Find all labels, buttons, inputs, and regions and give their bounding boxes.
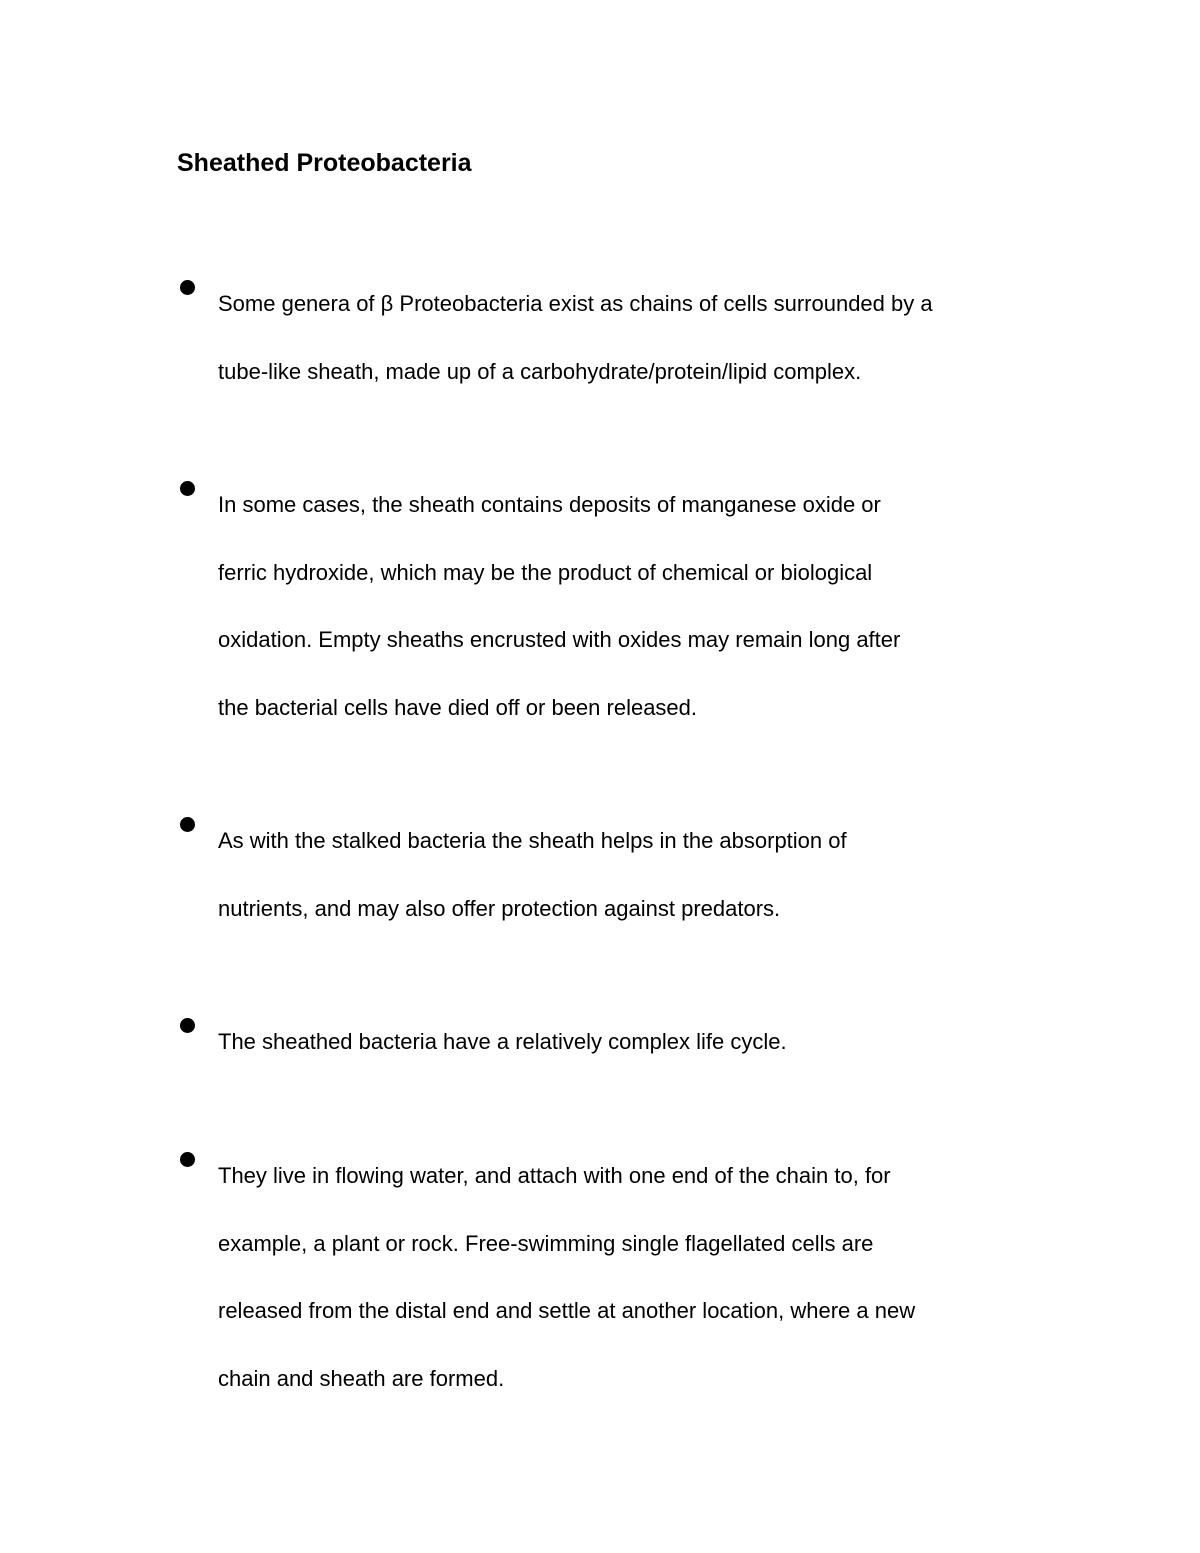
text-line: As with the stalked bacteria the sheath helps in the absorption of bbox=[218, 828, 847, 853]
text-line: the bacterial cells have died off or been released. bbox=[218, 694, 698, 720]
bullet-text bbox=[218, 1142, 1048, 1412]
bullet-text bbox=[218, 270, 1048, 405]
text-line: The sheathed bacteria have a relatively complex life cycle. bbox=[218, 1029, 787, 1054]
text-line: released from the distal end and settle at another location, where a new bbox=[218, 1298, 916, 1323]
bullet-text bbox=[218, 807, 1048, 942]
text-line: nutrients, and may also offer protection against predators. bbox=[218, 895, 781, 921]
text-line: ferric hydroxide, which may be the product of chemical or biological bbox=[218, 559, 873, 585]
text-line: They live in flowing water, and attach with one end of the chain to, for bbox=[218, 1163, 891, 1188]
text-line: example, a plant or rock. Free-swimming single flagellated cells are bbox=[218, 1230, 874, 1256]
text-line: In some cases, the sheath contains deposits of manganese oxide or bbox=[218, 492, 881, 517]
text-line: oxidation. Empty sheaths encrusted with oxides may remain long after bbox=[218, 627, 901, 652]
bullet-dot-icon bbox=[180, 817, 195, 832]
bullet-text bbox=[218, 1008, 1048, 1076]
bullet-text bbox=[218, 471, 1048, 741]
bullet-dot-icon bbox=[180, 481, 195, 496]
text-line: tube-like sheath, made up of a carbohydrate/protein/lipid complex. bbox=[218, 358, 862, 384]
bullet-dot-icon bbox=[180, 1152, 195, 1167]
bullet-dot-icon bbox=[180, 280, 195, 295]
document-title: Sheathed Proteobacteria bbox=[177, 149, 472, 177]
text-line: chain and sheath are formed. bbox=[218, 1365, 505, 1391]
text-line: Some genera of β Proteobacteria exist as chains of cells surrounded by a bbox=[218, 291, 933, 316]
bullet-dot-icon bbox=[180, 1018, 195, 1033]
